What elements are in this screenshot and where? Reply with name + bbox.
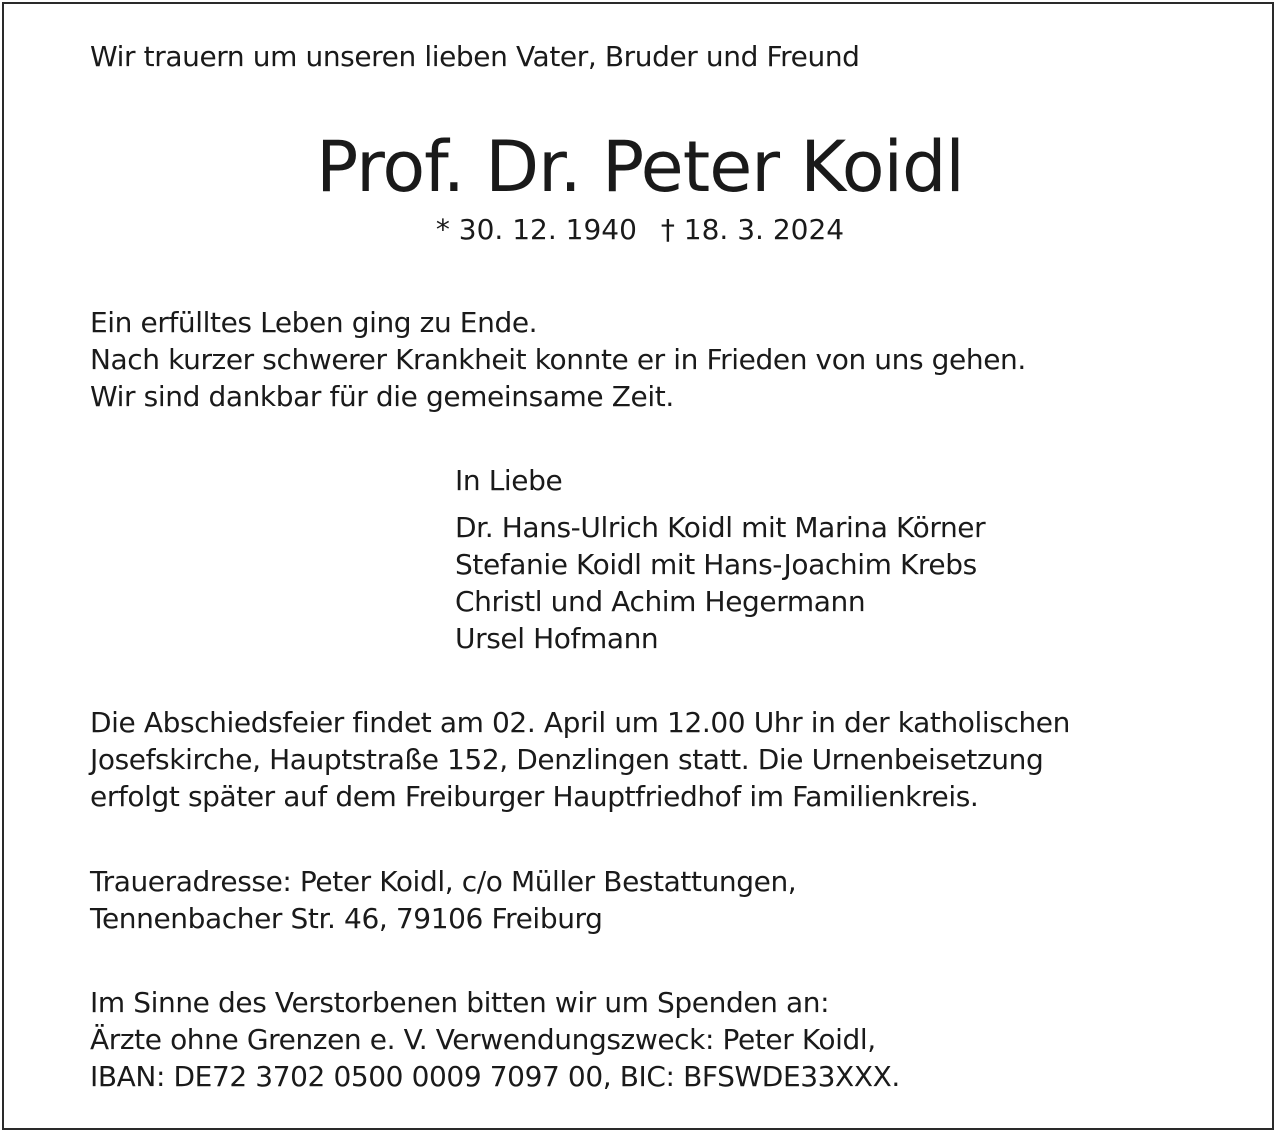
ceremony-line: erfolgt später auf dem Freiburger Hauptfriedhof im Familienkreis.: [90, 780, 979, 813]
death-date: † 18. 3. 2024: [660, 213, 845, 246]
paragraph-line: Nach kurzer schwerer Krankheit konnte er in Frieden von uns gehen.: [90, 343, 1026, 376]
donation-line: IBAN: DE72 3702 0500 0009 7097 00, BIC: BFSWDE33XXX.: [90, 1060, 900, 1093]
address-line: Traueradresse: Peter Koidl, c/o Müller Bestattungen,: [90, 865, 797, 898]
life-dates: [0, 211, 1280, 248]
donation-line: Ärzte ohne Grenzen e. V. Verwendungszweck: Peter Koidl,: [90, 1023, 876, 1056]
mourner-name: Ursel Hofmann: [455, 622, 659, 655]
address-line: Tennenbacher Str. 46, 79106 Freiburg: [90, 902, 603, 935]
paragraph-line: Ein erfülltes Leben ging zu Ende.: [90, 306, 538, 339]
mourner-name: Dr. Hans-Ulrich Koidl mit Marina Körner: [455, 511, 986, 544]
in-liebe-text: In Liebe: [455, 464, 563, 497]
birth-date: * 30. 12. 1940: [435, 213, 637, 246]
donation-line: Im Sinne des Verstorbenen bitten wir um Spenden an:: [90, 986, 830, 1019]
deceased-name: Prof. Dr. Peter Koidl: [316, 126, 964, 208]
mourner-name: Stefanie Koidl mit Hans-Joachim Krebs: [455, 548, 977, 581]
intro-text: Wir trauern um unseren lieben Vater, Bruder und Freund: [90, 40, 860, 73]
ceremony-line: Die Abschiedsfeier findet am 02. April um 12.00 Uhr in der katholischen: [90, 706, 1070, 739]
paragraph-line: Wir sind dankbar für die gemeinsame Zeit.: [90, 380, 674, 413]
ceremony-line: Josefskirche, Hauptstraße 152, Denzlingen statt. Die Urnenbeisetzung: [90, 743, 1044, 776]
mourner-name: Christl und Achim Hegermann: [455, 585, 866, 618]
